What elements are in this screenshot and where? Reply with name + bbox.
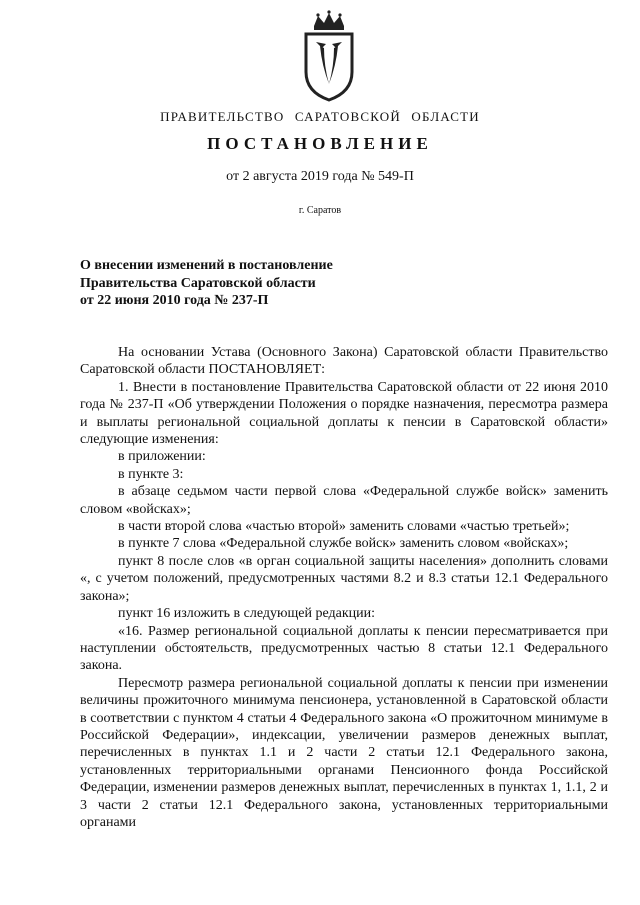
- paragraph: 1. Внести в постановление Правительства Саратовской области от 22 июня 2010 года № 237-П «Об утверждении Положения о порядке назначения, пересмотра размера и выплаты региональной социальной доплаты к пенсии в Саратовской области» следующие изменения:: [80, 379, 608, 448]
- paragraph: пункт 8 после слов «в орган социальной защиты населения» дополнить словами «, с учетом положений, предусмотренных частями 8.2 и 8.3 статьи 12.1 Федерального закона»;: [80, 553, 608, 604]
- city: г. Саратов: [298, 205, 342, 216]
- paragraph: в части второй слова «частью второй» заменить словами «частью третьей»;: [118, 519, 570, 535]
- decree-subject: [80, 257, 420, 310]
- date-and-number: от 2 августа 2019 года № 549-П: [226, 169, 414, 184]
- paragraph: в приложении:: [118, 449, 206, 465]
- paragraph: в абзаце седьмом части первой слова «Федеральной службе войск» заменить словом «войсках»;: [80, 484, 608, 517]
- saratov-coat-of-arms: [300, 10, 358, 102]
- paragraph: «16. Размер региональной социальной доплаты к пенсии пересматривается при наступлении обстоятельств, предусмотренных частью 8 статьи 12.1 Федерального закона.: [80, 623, 608, 674]
- paragraph: в пункте 7 слова «Федеральной службе войск» заменить словом «войсках»;: [118, 536, 569, 552]
- subject-line: Правительства Саратовской области: [80, 275, 316, 291]
- decree-body: [80, 344, 608, 831]
- paragraph: в пункте 3:: [118, 466, 184, 482]
- document-type: ПОСТАНОВЛЕНИЕ: [207, 134, 433, 153]
- government-title: ПРАВИТЕЛЬСТВО САРАТОВСКОЙ ОБЛАСТИ: [160, 109, 480, 124]
- subject-line: О внесении изменений в постановление: [80, 258, 333, 273]
- subject-line: от 22 июня 2010 года № 237-П: [80, 293, 269, 308]
- paragraph: Пересмотр размера региональной социальной доплаты к пенсии при изменении величины прожиточного минимума пенсионера, установленной в Саратовской области в соответствии с пунктом 4 статьи 4 Федерального закона «О прожиточном минимуме в Российской Федерации», индексации, увеличении размеров денежных выплат, перечисленных в пунктах 1.1 и 2 части 2 статьи 12.1 Федерального закона, установленных территориальными органами Пенсионного фонда Российской Федерации, изменении размеров денежных выплат, перечисленных в пунктах 1, 1.1, 2 и 3 части 2 статьи 12.1 Федерального закона, установленных территориальными органами: [80, 675, 608, 830]
- paragraph: На основании Устава (Основного Закона) Саратовской области Правительство Саратовской области ПОСТАНОВЛЯЕТ:: [80, 345, 608, 378]
- paragraph: пункт 16 изложить в следующей редакции:: [118, 606, 375, 622]
